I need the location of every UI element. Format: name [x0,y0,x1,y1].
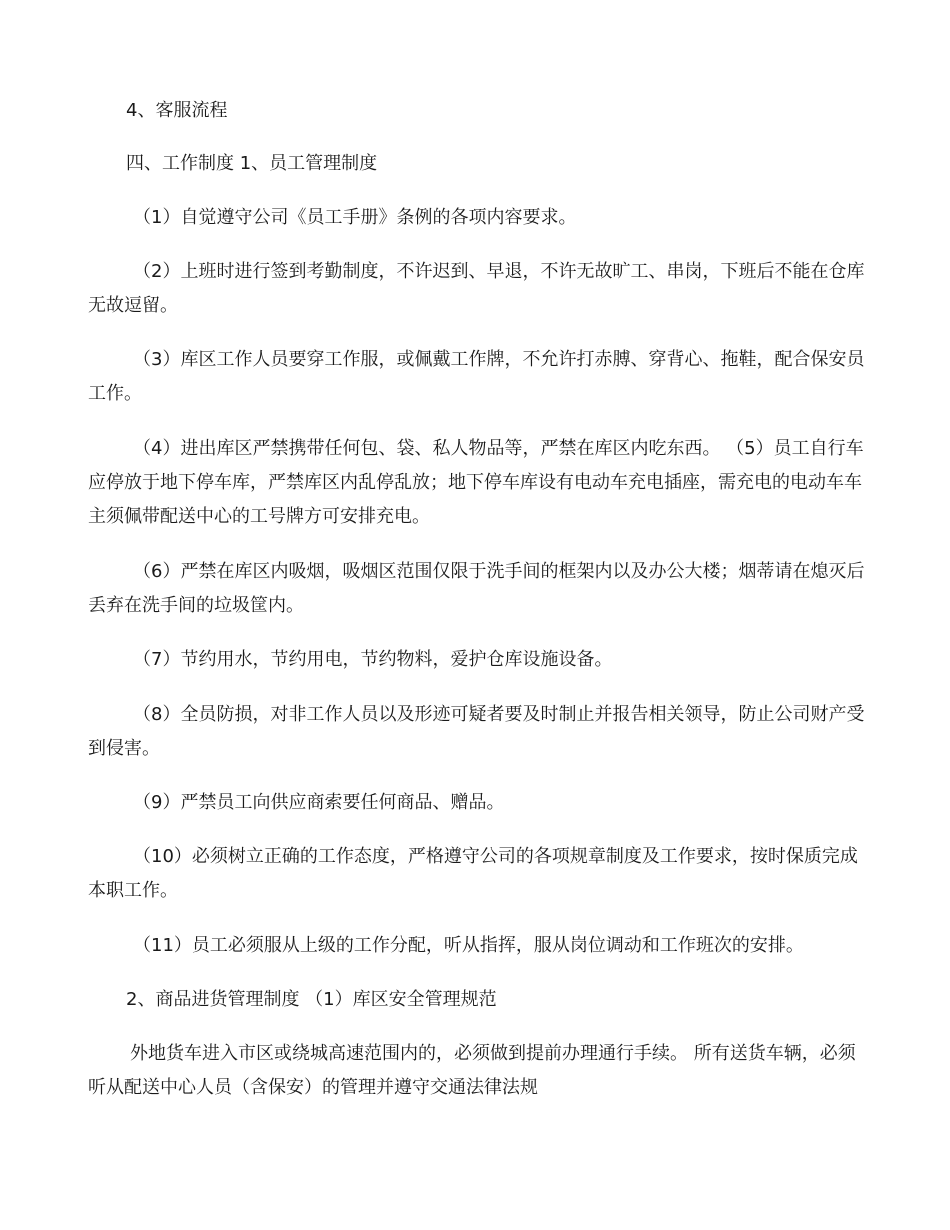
rule-paragraph-2: （2）上班时进行签到考勤制度，不许迟到、早退，不许无故旷工、串岗，下班后不能在仓库无故逗留。 [88,261,865,316]
rule-paragraph-4-5: （4）进出库区严禁携带任何包、袋、私人物品等，严禁在库区内吃东西。 （5）员工自行车应停放于地下停车库，严禁库区内乱停乱放；地下停车库设有电动车充电插座，需充电的电动车车主须佩带配送中心的工号牌方可安排充电。 [88,438,864,527]
section-heading-receiving: 2、商品进货管理制度 （1）库区安全管理规范 [126,989,497,1010]
section-heading-work-rules: 四、工作制度 1、员工管理制度 [126,153,378,174]
rule-paragraph-6: （6）严禁在库区内吸烟，吸烟区范围仅限于洗手间的框架内以及办公大楼；烟蒂请在熄灭后丢弃在洗手间的垃圾筐内。 [88,561,865,616]
rule-paragraph-7: （7）节约用水，节约用电，节约物料，爱护仓库设施设备。 [133,649,613,670]
rule-paragraph-9: （9）严禁员工向供应商索要任何商品、赠品。 [133,792,505,813]
rule-paragraph-3: （3）库区工作人员要穿工作服，或佩戴工作牌，不允许打赤膊、穿背心、拖鞋，配合保安员工作。 [88,349,865,404]
rule-paragraph-8: （8）全员防损，对非工作人员以及形迹可疑者要及时制止并报告相关领导，防止公司财产受到侵害。 [88,704,865,759]
receiving-paragraph: 外地货车进入市区或绕城高速范围内的，必须做到提前办理通行手续。 所有送货车辆，必须听从配送中心人员（含保安）的管理并遵守交通法律法规 [88,1043,856,1098]
rule-paragraph-10: （10）必须树立正确的工作态度，严格遵守公司的各项规章制度及工作要求，按时保质完成本职工作。 [88,846,858,901]
rule-paragraph-1: （1）自觉遵守公司《员工手册》条例的各项内容要求。 [133,207,577,228]
rule-paragraph-11: （11）员工必须服从上级的工作分配，听从指挥，服从岗位调动和工作班次的安排。 [133,935,804,956]
section-heading-customer-service: 4、客服流程 [126,100,228,121]
